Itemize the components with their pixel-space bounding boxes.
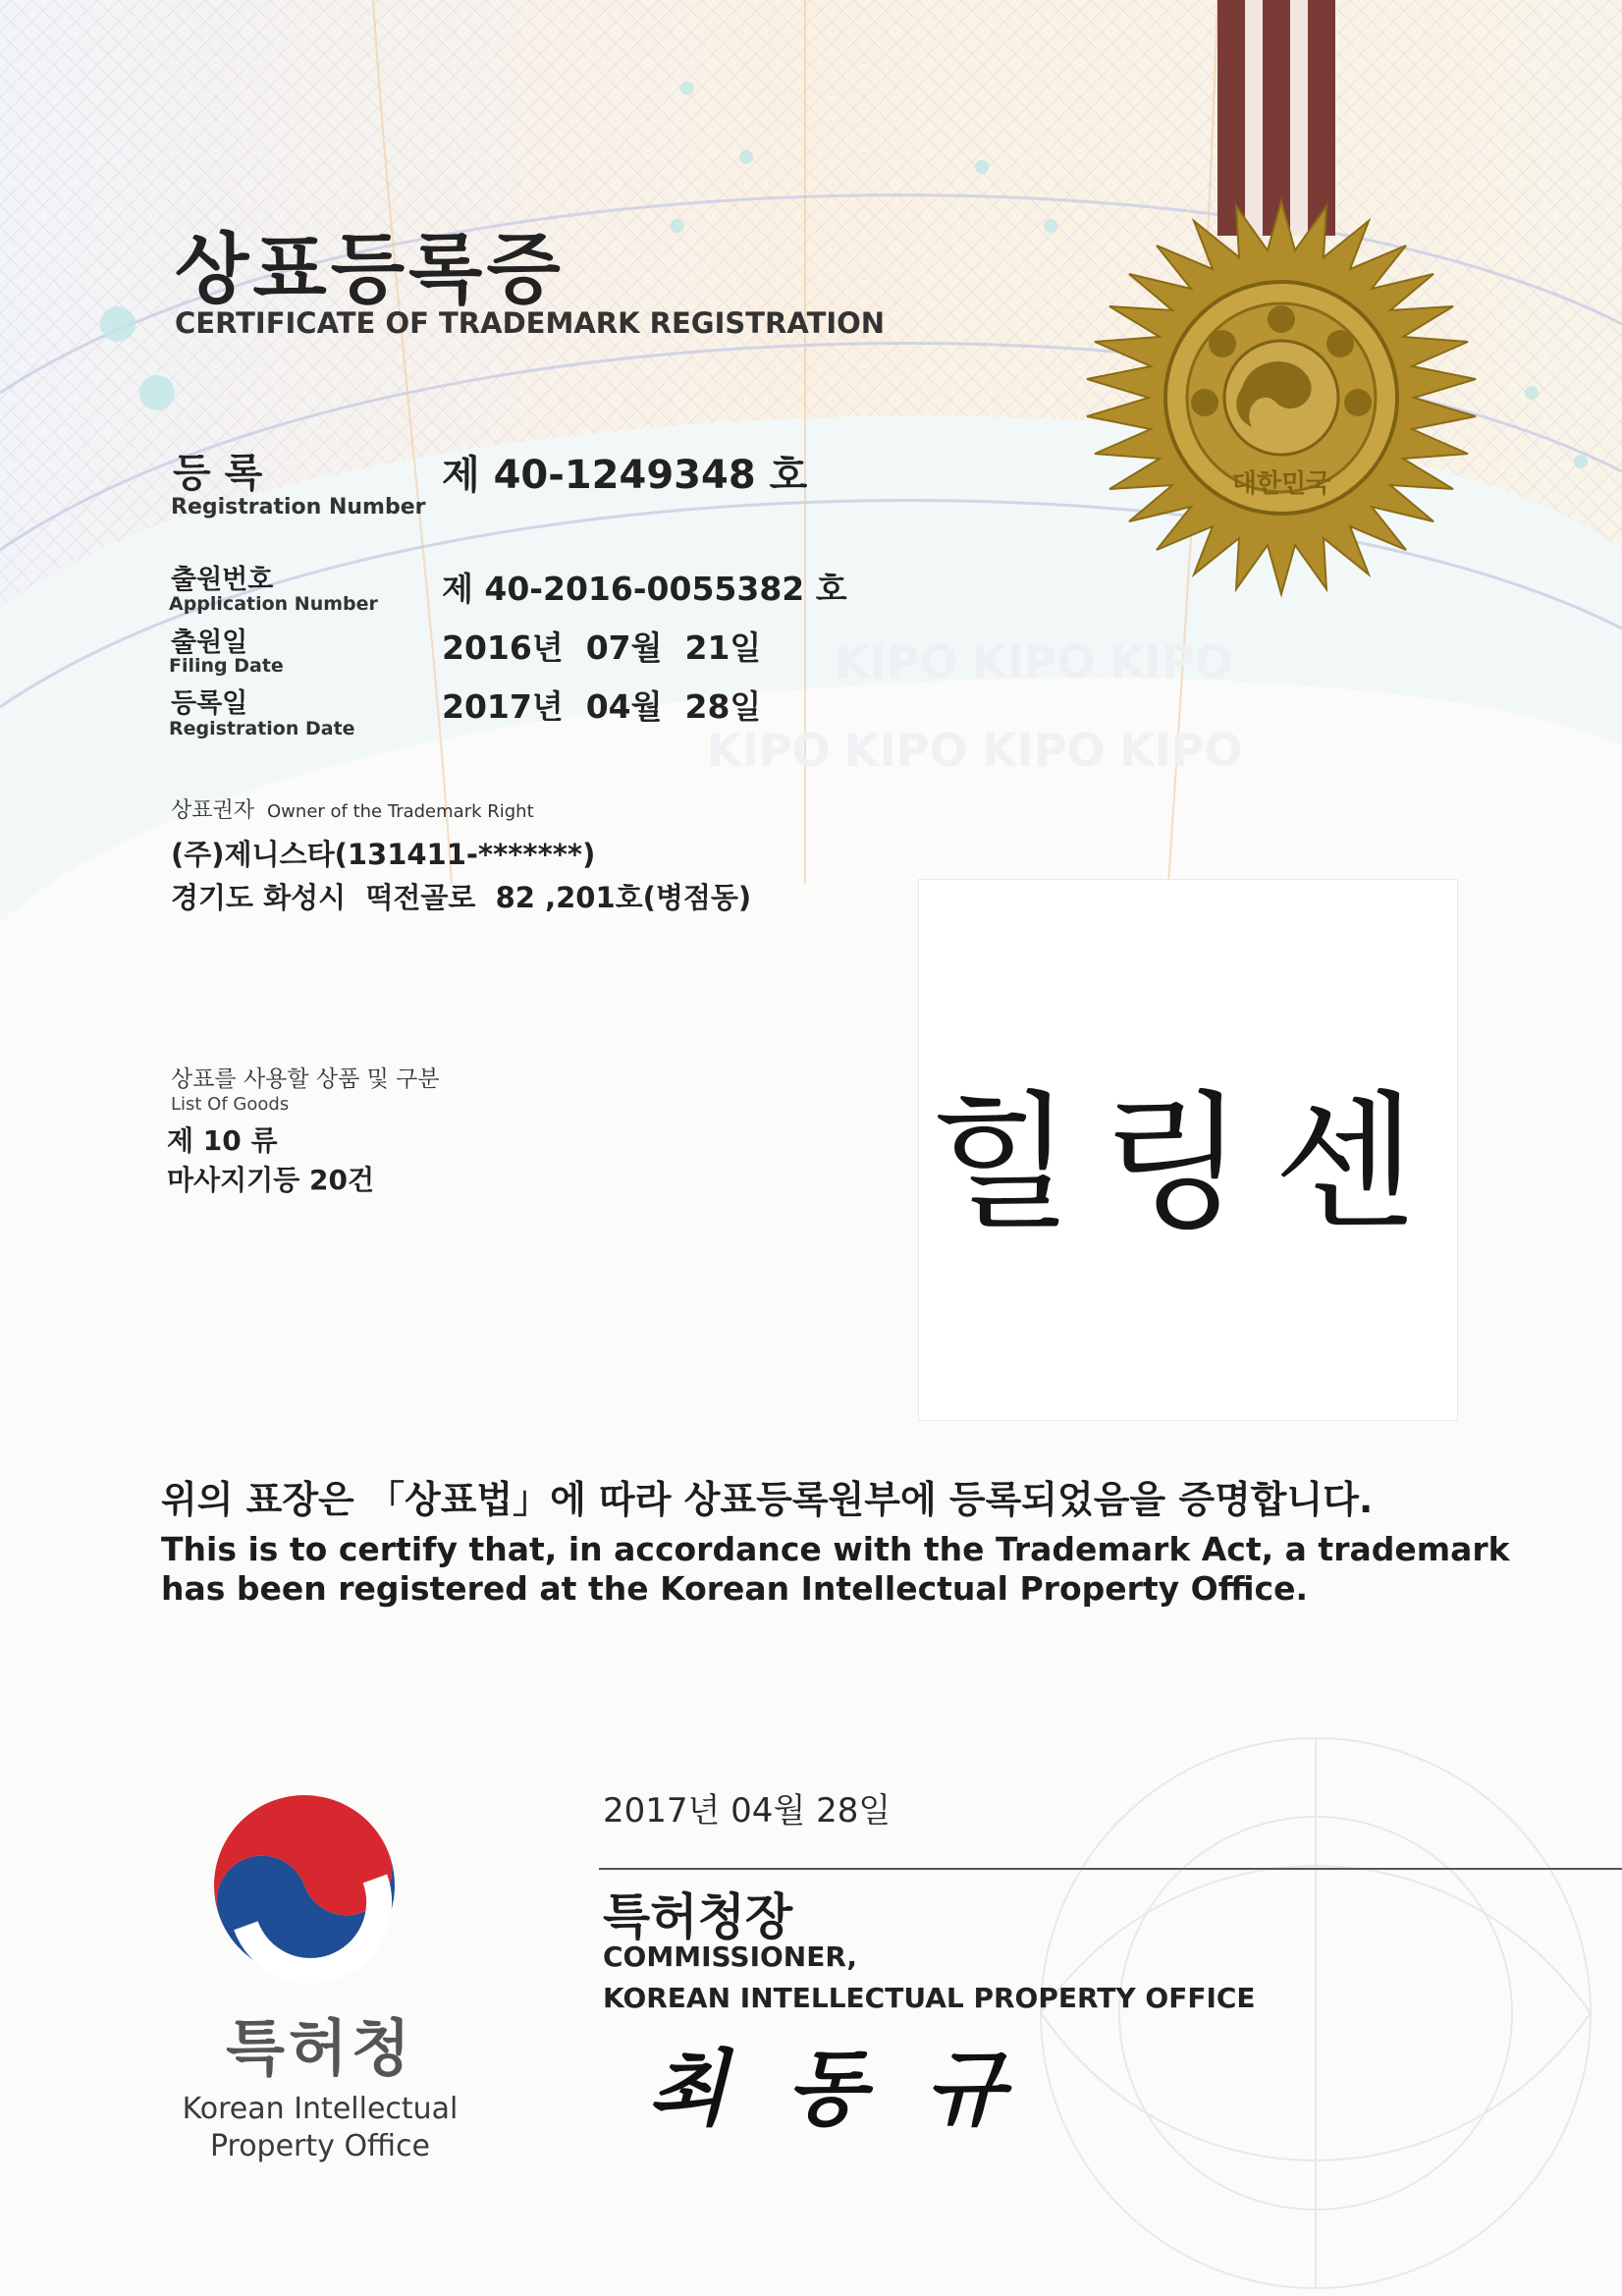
seal-ribbon — [1217, 0, 1335, 236]
owner-label-en: Owner of the Trademark Right — [267, 801, 534, 822]
registration-label-en: Registration Number — [171, 495, 426, 519]
application-label-ko: 출원번호 — [171, 565, 274, 595]
goods-class: 제 10 류 — [167, 1124, 278, 1157]
issue-date: 2017년 04월 28일 — [603, 1791, 892, 1831]
commissioner-title-en-line1: COMMISSIONER, — [603, 1941, 858, 1973]
seal-text: 대한민국 — [1231, 469, 1331, 499]
goods-label-en: List Of Goods — [171, 1094, 290, 1115]
svg-text:KIPO: KIPO — [844, 724, 968, 777]
application-label-en: Application Number — [169, 593, 378, 615]
application-number: 제 40-2016-0055382 호 — [442, 570, 847, 608]
commissioner-title-ko: 특허청장 — [603, 1888, 793, 1945]
filing-label-ko: 출원일 — [171, 628, 248, 658]
certification-ko: 위의 표장은 「상표법」에 따라 상표등록원부에 등록되었음을 증명합니다. — [161, 1478, 1374, 1521]
registration-date: 2017년 04월 28일 — [442, 687, 762, 726]
trademark-box — [918, 879, 1458, 1421]
trademark-mark: 힐링센 — [930, 1078, 1446, 1249]
svg-text:KIPO: KIPO — [1109, 635, 1233, 688]
owner-label-ko: 상표권자 — [171, 798, 255, 823]
owner-address: 경기도 화성시 떡전골로 82 ,201호(병점동) — [171, 881, 752, 914]
certificate-title-en: CERTIFICATE OF TRADEMARK REGISTRATION — [175, 306, 886, 340]
kipo-name-en-line2: Property Office — [209, 2129, 431, 2163]
svg-text:KIPO: KIPO — [972, 635, 1096, 688]
owner-label — [171, 793, 534, 824]
gold-seal — [1070, 0, 1551, 629]
svg-text:KIPO: KIPO — [707, 724, 831, 777]
owner-name: (주)제니스타(131411-*******) — [171, 838, 596, 871]
registration-date-label-ko: 등록일 — [171, 688, 248, 719]
registration-label-ko: 등 록 — [173, 451, 263, 496]
svg-text:KIPO: KIPO — [835, 635, 958, 688]
registration-number: 제 40-1249348 호 — [442, 453, 808, 498]
certification-en-line1: This is to certify that, in accordance with the Trademark Act, a trademark — [161, 1530, 1510, 1568]
signature-rule — [599, 1868, 1622, 1870]
svg-text:KIPO: KIPO — [982, 724, 1106, 777]
certification-en-line2: has been registered at the Korean Intellectual Property Office. — [161, 1569, 1309, 1608]
kipo-name-ko: 특허청 — [226, 2012, 414, 2084]
filing-date: 2016년 07월 21일 — [442, 629, 762, 667]
filing-label-en: Filing Date — [169, 655, 284, 677]
goods-items: 마사지기등 20건 — [167, 1164, 375, 1196]
certificate-title-ko: 상표등록증 — [175, 226, 565, 314]
svg-text:KIPO: KIPO — [1119, 724, 1243, 777]
kipo-taegeuk-logo — [206, 1787, 403, 1984]
goods-label-ko: 상표를 사용할 상품 및 구분 — [171, 1066, 440, 1092]
commissioner-signature: 최동규 — [648, 2040, 1064, 2137]
kipo-name-en-line1: Korean Intellectual — [182, 2092, 459, 2126]
registration-date-label-en: Registration Date — [169, 718, 355, 739]
commissioner-title-en-line2: KOREAN INTELLECTUAL PROPERTY OFFICE — [603, 1982, 1256, 2014]
